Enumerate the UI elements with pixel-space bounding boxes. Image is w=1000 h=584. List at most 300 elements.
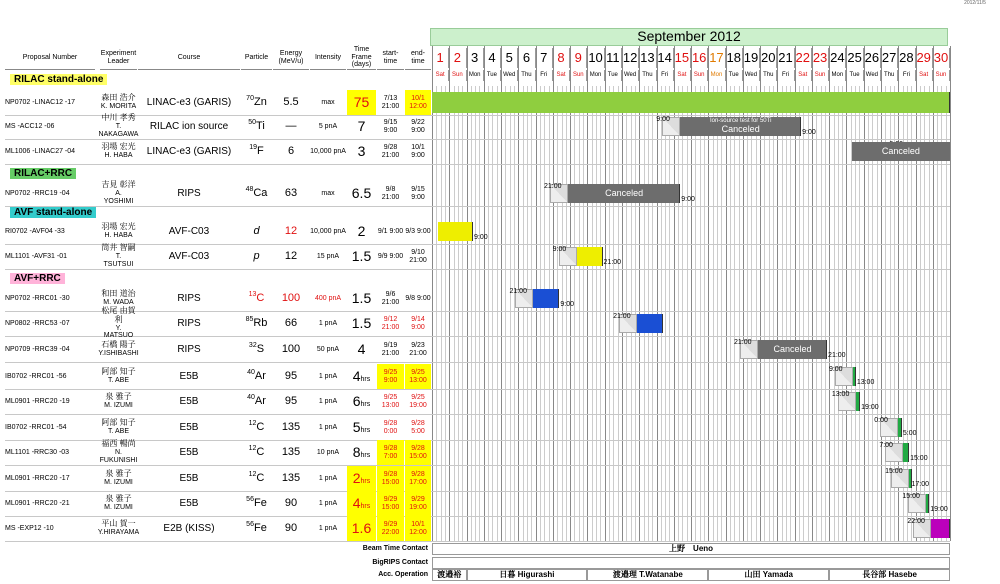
course: RIPS: [177, 188, 201, 199]
time-frame-value: 1.5: [351, 289, 372, 306]
day-number: 21: [777, 48, 794, 68]
time-frame-value: 6: [352, 392, 361, 409]
intensity: 1 pnA: [318, 474, 338, 482]
weekday-label: Mon: [587, 70, 604, 81]
weekday-label: Fri: [536, 70, 553, 81]
setup-time-label: 21:00: [544, 183, 562, 190]
weekday-label: Sun: [933, 70, 950, 81]
leader-name-jp: 吉見 彰洋: [101, 180, 136, 190]
day-line: [587, 46, 588, 541]
weekday-label: Fri: [657, 70, 674, 81]
quarter-line: [462, 86, 463, 541]
quarter-line: [747, 86, 748, 541]
beam-bar: [853, 367, 856, 386]
particle: [241, 364, 272, 389]
day-line: [898, 46, 899, 541]
quarter-line: [479, 86, 480, 541]
quarter-line: [436, 86, 437, 541]
leader-name-jp: 泉 雅子: [105, 494, 132, 504]
leader-name-en: Y. MATSUO: [103, 324, 134, 340]
end-time-label: 9:00: [560, 301, 574, 308]
particle: [241, 286, 272, 311]
leader-name-jp: 羽場 宏光: [101, 142, 136, 152]
quarter-line: [756, 86, 757, 541]
leader-name-jp: 和田 道治: [101, 289, 136, 299]
quarter-line: [665, 86, 666, 541]
intensity: 1 pnA: [318, 499, 338, 507]
section-label: AVF+RRC: [10, 273, 65, 284]
quarter-line: [562, 86, 563, 541]
end-time-label: 15:00: [910, 455, 928, 462]
proposal-number: NP0802 -RRC53 -07: [5, 319, 70, 327]
month-title: September 2012: [430, 28, 948, 46]
day-number: 3: [467, 48, 484, 68]
intensity: 1 pnA: [318, 423, 338, 431]
time-frame-value: 4: [352, 367, 361, 384]
particle: [241, 311, 272, 336]
leader-name-en: Y.ISHIBASHI: [98, 350, 139, 358]
day-number: 13: [639, 48, 656, 68]
energy: 90: [284, 497, 298, 510]
time-frame-unit: hrs: [360, 452, 371, 460]
end-time-label: 13:00: [856, 379, 875, 386]
particle-symbol: C: [256, 472, 265, 485]
weekday-label: Sat: [553, 70, 570, 81]
start-time: 9/1 9:00: [377, 227, 404, 235]
experiment-leader: [100, 389, 137, 414]
quarter-line: [717, 86, 718, 541]
quarter-line: [769, 86, 770, 541]
operator-name: 日暮 Higurashi: [467, 569, 588, 581]
end-time: 9/22 9:00: [411, 118, 425, 134]
leader-name-jp: 平山 賀一: [101, 519, 136, 529]
operator-name: 渡邉理 T.Watanabe: [587, 569, 708, 581]
leader-name-en: A. YOSHIMI: [103, 190, 134, 205]
quarter-line: [609, 86, 610, 541]
leader-name-jp: 中川 孝秀: [101, 113, 136, 123]
setup-time-label: 21:00: [613, 313, 631, 320]
time-frame-value: 2: [352, 469, 361, 486]
weekday-label: Fri: [898, 70, 915, 81]
cancel-label: Canceled: [605, 188, 644, 198]
day-number: 9: [570, 48, 587, 68]
day-line: [622, 46, 623, 541]
particle-symbol: Ti: [256, 120, 265, 133]
particle-symbol: Ca: [253, 187, 268, 200]
quarter-line: [497, 86, 498, 541]
particle-mass: 12: [248, 471, 257, 478]
day-number: 2: [449, 48, 466, 68]
quarter-line: [816, 86, 817, 541]
day-number: 19: [743, 48, 760, 68]
energy: 135: [281, 446, 301, 459]
setup-time-label: 21:00: [509, 288, 527, 295]
day-number: 25: [846, 48, 863, 68]
experiment-leader: [100, 364, 137, 389]
leader-name-en: T. TSUTSUI: [103, 253, 134, 268]
end-time-label: 21:00: [828, 352, 846, 359]
experiment-leader: [97, 516, 140, 541]
particle: [241, 491, 272, 516]
quarter-line: [782, 86, 783, 541]
quarter-line: [492, 86, 493, 541]
leader-name-en: H. HABA: [104, 232, 133, 240]
time-frame-value: 75: [353, 93, 370, 110]
particle-symbol: Fe: [253, 522, 267, 535]
section-header: [5, 271, 431, 285]
intensity: 50 pnA: [316, 345, 340, 353]
weekday-label: Sun: [570, 70, 587, 81]
day-number: 6: [518, 48, 535, 68]
end-time: 9/29 19:00: [405, 491, 431, 516]
intensity: 10 pnA: [316, 448, 340, 456]
start-time: 9/9 9:00: [377, 252, 404, 260]
particle-mass: 56: [246, 521, 254, 528]
setup-time-label: 21:00: [733, 339, 752, 346]
proposal-number: NP0702 -RRC19 -04: [5, 189, 70, 197]
time-frame: [347, 139, 376, 164]
time-frame-value: 6.5: [351, 184, 372, 201]
course: E2B (KISS): [163, 523, 215, 534]
leader-name-en: T. ABE: [107, 428, 129, 436]
quarter-line: [566, 86, 567, 541]
section-header: [5, 166, 431, 180]
quarter-line: [700, 86, 701, 541]
beam-bar: [856, 392, 860, 411]
leader-name-en: M. WADA: [103, 299, 134, 307]
quarter-line: [527, 86, 528, 541]
day-line: [950, 46, 951, 541]
time-frame-unit: hrs: [360, 427, 371, 435]
timestamp: 2012/11/5: [964, 0, 986, 7]
setup-time-label: 9:00: [552, 246, 567, 253]
time-frame: [347, 219, 376, 244]
particle-mass: 50: [248, 119, 257, 126]
setup-time-label: 15:00: [902, 493, 920, 500]
leader-name-en: M. IZUMI: [104, 402, 133, 410]
start-time: 9/12 21:00: [381, 315, 400, 331]
experiment-leader: [100, 306, 137, 340]
header-tf: Time Frame (days): [347, 46, 376, 70]
beam-bar: [898, 418, 902, 437]
energy: 6: [287, 145, 295, 158]
cancel-label: Canceled: [721, 124, 760, 134]
leader-name-en: M. IZUMI: [104, 504, 133, 512]
experiment-leader: [100, 219, 137, 244]
quarter-line: [557, 86, 558, 541]
particle-mass: 85: [245, 316, 254, 323]
intensity: 1 pnA: [318, 397, 338, 405]
time-frame-unit: hrs: [360, 503, 371, 511]
beam-bar: [533, 289, 559, 308]
particle-mass: 56: [246, 496, 254, 503]
leader-name-jp: 福西 暢尚: [101, 439, 136, 449]
particle: [241, 415, 272, 440]
day-line: [933, 46, 934, 541]
weekday-label: Wed: [864, 70, 881, 81]
day-number: 20: [760, 48, 777, 68]
setup-time-label: 9:00: [828, 366, 843, 373]
particle-symbol: Ar: [254, 370, 266, 383]
time-frame: [347, 311, 376, 336]
leader-name-en: T. NAKAGAWA: [98, 123, 139, 138]
time-frame-value: 5: [352, 418, 361, 435]
start-time: 9/28 0:00: [383, 419, 398, 435]
operator-name: 渡邉裕: [432, 569, 467, 581]
experiment-leader: [100, 466, 137, 491]
experiment-leader: [100, 90, 137, 115]
section-header: [5, 72, 431, 87]
day-number: 24: [829, 48, 846, 68]
day-number: 29: [916, 48, 933, 68]
experiment-leader: [100, 139, 137, 164]
day-line: [812, 46, 813, 541]
quarter-line: [454, 86, 455, 541]
day-line: [484, 46, 485, 541]
quarter-line: [739, 86, 740, 541]
footer-label: Beam Time Contact: [362, 545, 428, 553]
particle-symbol: C: [256, 292, 265, 305]
leader-name-jp: 石橋 陽子: [101, 340, 136, 350]
weekday-label: Sat: [674, 70, 691, 81]
header-proposal: Proposal Number: [5, 46, 95, 70]
start-time: 9/25 9:00: [377, 364, 404, 389]
proposal-number: ML0901 -RRC20 -21: [5, 499, 70, 507]
time-frame-value: 4: [357, 340, 366, 357]
day-number: 17: [708, 48, 725, 68]
time-frame-unit: hrs: [360, 478, 371, 486]
start-time: 9/19 21:00: [381, 341, 400, 357]
weekday-label: Fri: [777, 70, 794, 81]
start-time: 9/28 15:00: [377, 466, 404, 491]
particle-symbol: C: [256, 421, 265, 434]
end-time: 9/8 9:00: [405, 294, 431, 302]
proposal-number: MS -EXP12 -10: [5, 524, 54, 532]
course: RIPS: [177, 344, 201, 355]
quarter-line: [544, 86, 545, 541]
weekday-label: Mon: [708, 70, 725, 81]
particle-mass: 40: [247, 394, 255, 401]
quarter-line: [596, 86, 597, 541]
setup-time-label: 22:00: [907, 518, 925, 525]
course: E5B: [179, 422, 199, 433]
leader-name-en: N. FUKUNISHI: [99, 449, 138, 464]
intensity: 1 pnA: [318, 319, 338, 327]
quarter-line: [842, 86, 843, 541]
weekday-label: Tue: [605, 70, 622, 81]
quarter-line: [600, 86, 601, 541]
time-frame: [347, 440, 376, 465]
leader-name-jp: 森田 浩介: [101, 93, 136, 103]
start-time: 9/29 22:00: [377, 516, 404, 541]
start-time: 9/25 13:00: [381, 393, 400, 409]
end-time: 10/1 12:00: [405, 516, 431, 541]
day-line: [829, 46, 830, 541]
header-particle: Particle: [241, 46, 272, 70]
time-frame-value: 7: [357, 117, 366, 134]
end-time: 9/28 5:00: [411, 419, 425, 435]
particle-symbol: Ar: [254, 395, 266, 408]
energy: 63: [284, 187, 298, 200]
setup-time-label: 7:00: [879, 442, 893, 449]
day-number: 18: [726, 48, 743, 68]
day-number: 10: [587, 48, 604, 68]
beam-bar: [438, 222, 473, 241]
quarter-line: [531, 86, 532, 541]
course: LINAC-e3 (GARIS): [146, 146, 232, 157]
end-time-label: 19:00: [861, 404, 879, 411]
particle: [241, 90, 272, 115]
quarter-line: [808, 86, 809, 541]
weekday-label: Sun: [449, 70, 466, 81]
setup-time-label: 13:00: [831, 391, 850, 398]
time-frame-value: 1.5: [351, 314, 372, 331]
day-number: 7: [536, 48, 553, 68]
beam-bar: [432, 92, 950, 113]
quarter-line: [510, 86, 511, 541]
proposal-number: IB0702 -RRC01 -54: [5, 423, 67, 431]
particle-symbol: Fe: [253, 497, 267, 510]
operator-name: 山田 Yamada: [708, 569, 829, 581]
quarter-line: [799, 86, 800, 541]
day-number: 22: [795, 48, 812, 68]
course: AVF-C03: [168, 226, 210, 237]
end-time: 9/28 17:00: [405, 466, 431, 491]
course: E5B: [179, 396, 199, 407]
quarter-line: [445, 86, 446, 541]
proposal-number: ML1006 -LINAC27 -04: [5, 147, 76, 155]
quarter-line: [834, 86, 835, 541]
time-frame: [347, 516, 376, 541]
intensity: 15 pnA: [316, 252, 340, 260]
quarter-line: [838, 86, 839, 541]
day-number: 15: [674, 48, 691, 68]
particle-symbol: p: [253, 250, 260, 263]
setup-time-label: 15:00: [885, 468, 903, 475]
section-label: RILAC+RRC: [10, 168, 76, 179]
day-line: [605, 46, 606, 541]
beam-contact-value: 上野 Ueno: [432, 543, 950, 555]
header-start: start- time: [377, 46, 404, 70]
quarter-line: [669, 86, 670, 541]
start-time: 9/8 21:00: [381, 185, 400, 201]
course: E5B: [179, 447, 199, 458]
leader-name-en: M. IZUMI: [104, 479, 133, 487]
quarter-line: [821, 86, 822, 541]
particle-symbol: Zn: [253, 96, 267, 109]
quarter-line: [687, 86, 688, 541]
course: RIPS: [177, 318, 201, 329]
time-frame: [347, 244, 376, 269]
end-time: 10/1 12:00: [405, 90, 431, 115]
day-line: [449, 46, 450, 541]
intensity: 10,000 pnA: [310, 227, 346, 235]
time-frame: [347, 364, 376, 389]
energy: 5.5: [283, 96, 299, 109]
section-header: [5, 206, 431, 219]
quarter-line: [514, 86, 515, 541]
quarter-line: [713, 86, 714, 541]
beam-bar: [577, 247, 603, 266]
intensity: 5 pnA: [318, 122, 338, 130]
end-time-label: 21:00: [603, 259, 622, 266]
time-frame: [347, 90, 376, 115]
particle-mass: 19: [249, 144, 258, 151]
quarter-line: [730, 86, 731, 541]
proposal-number: ML1101 -RRC30 -03: [5, 448, 70, 456]
quarter-line: [678, 86, 679, 541]
quarter-line: [471, 86, 472, 541]
particle-mass: 12: [248, 445, 257, 452]
weekday-label: Wed: [622, 70, 639, 81]
day-line: [639, 46, 640, 541]
particle-mass: 40: [247, 369, 255, 376]
weekday-label: Tue: [726, 70, 743, 81]
setup-time-label: 9:00: [656, 116, 670, 123]
time-frame: [347, 114, 376, 139]
leader-name-en: K. MORITA: [100, 103, 137, 111]
quarter-line: [592, 86, 593, 541]
end-time: 9/10 21:00: [409, 248, 427, 264]
intensity: 400 pnA: [314, 294, 342, 302]
end-time: 9/25 13:00: [405, 364, 431, 389]
particle-symbol: F: [257, 145, 264, 158]
particle: [241, 114, 272, 139]
day-line: [864, 46, 865, 541]
weekday-label: Mon: [467, 70, 484, 81]
particle: [241, 440, 272, 465]
course: E5B: [179, 473, 199, 484]
operator-name: 長谷部 Hasebe: [829, 569, 950, 581]
day-number: 11: [605, 48, 622, 68]
experiment-leader: [100, 337, 137, 362]
energy: 135: [281, 472, 301, 485]
end-time: 9/14 9:00: [411, 315, 425, 331]
quarter-line: [583, 86, 584, 541]
energy: 100: [281, 292, 301, 305]
day-line: [570, 46, 571, 541]
particle-symbol: C: [256, 446, 265, 459]
start-time: 7/13 21:00: [381, 94, 400, 110]
row-line: [5, 541, 950, 542]
quarter-line: [734, 86, 735, 541]
leader-name-en: H. HABA: [104, 152, 133, 160]
time-frame-value: 2: [357, 222, 366, 239]
header-end: end- time: [405, 46, 431, 70]
day-number: 23: [812, 48, 829, 68]
quarter-line: [488, 86, 489, 541]
leader-name-jp: 松尾 由賀利: [101, 306, 136, 324]
day-line: [846, 46, 847, 541]
end-time: 9/3 9:00: [405, 227, 431, 235]
leader-name-jp: 羽場 宏光: [101, 222, 136, 232]
leader-name-en: T. ABE: [107, 377, 129, 385]
experiment-leader: [100, 491, 137, 516]
row-line: [5, 164, 950, 165]
particle: [241, 244, 272, 269]
setup-time-label: 0:00: [874, 417, 888, 424]
energy: 90: [284, 522, 298, 535]
particle-symbol: Rb: [253, 317, 268, 330]
start-time: 9/15 9:00: [383, 118, 398, 134]
day-number: 12: [622, 48, 639, 68]
course: RIPS: [177, 293, 201, 304]
proposal-number: NP0702 -LINAC12 -17: [5, 98, 76, 106]
leader-name-en: Y.HIRAYAMA: [97, 529, 140, 537]
footer-label: BigRIPS Contact: [372, 559, 428, 567]
quarter-line: [523, 86, 524, 541]
end-time: 10/1 9:00: [411, 143, 425, 159]
